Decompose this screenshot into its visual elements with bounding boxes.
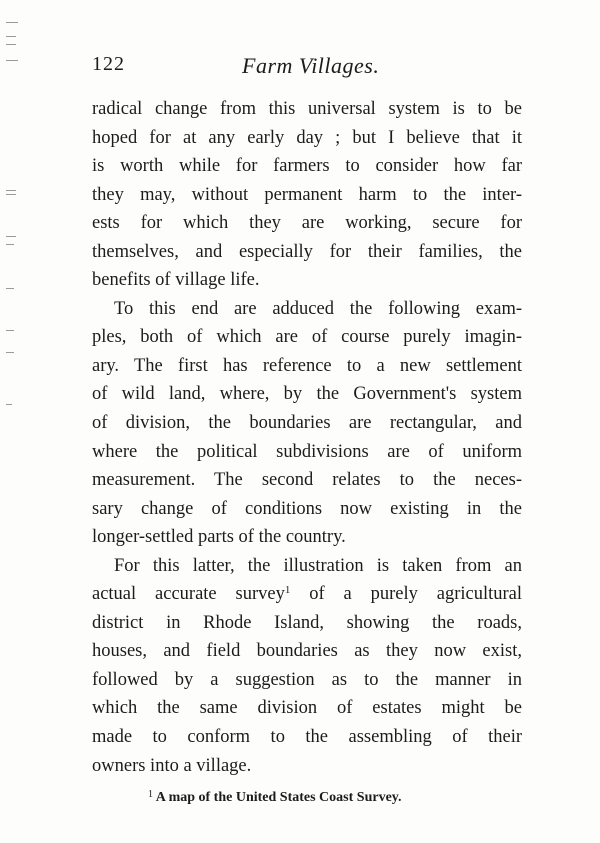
text-line: owners into a village. [92, 755, 252, 776]
text-line: of wild land, where, by the Government's system [92, 384, 522, 405]
paragraph-3 [92, 552, 522, 780]
text-line: longer-settled parts of the country. [92, 527, 346, 548]
text-line: made to conform to the assembling of their [92, 727, 522, 748]
paragraph-1 [92, 95, 522, 295]
text-fragment: of a purely agricultural [290, 584, 522, 605]
text-line: ests for which they are working, secure for [92, 213, 522, 234]
text-line: which the same division of estates might be [92, 698, 522, 719]
text-line: is worth while for farmers to consider how far [92, 156, 522, 177]
text-fragment: actual accurate survey [92, 584, 285, 605]
page-number: 122 [92, 53, 125, 75]
text-line: themselves, and especially for their families, the [92, 241, 522, 262]
text-line-with-footnote-ref [92, 580, 522, 609]
text-line: they may, without permanent harm to the inter- [92, 184, 522, 205]
text-line: district in Rhode Island, showing the roads, [92, 612, 522, 633]
text-line: houses, and field boundaries as they now exist, [92, 641, 522, 662]
footnote-marker: 1 [148, 789, 153, 800]
text-line: sary change of conditions now existing in the [92, 498, 522, 519]
scan-edge-marks [0, 0, 30, 843]
footnote [148, 790, 402, 806]
text-line: ples, both of which are of course purely imagin- [92, 327, 522, 348]
text-line: followed by a suggestion as to the manner in [92, 669, 522, 690]
page-header [92, 53, 522, 83]
footnote-ref: 1 [284, 584, 291, 597]
paragraph-2 [92, 295, 522, 552]
text-line: radical change from this universal system is to be [92, 99, 522, 119]
text-line: hoped for at any early day ; but I believe that it [92, 127, 522, 148]
text-line: For this latter, the illustration is taken from an [114, 555, 522, 576]
text-line: To this end are adduced the following exam- [114, 298, 522, 319]
text-line: where the political subdivisions are of uniform [92, 441, 522, 462]
text-line: ary. The first has reference to a new settlement [92, 355, 522, 376]
running-title: Farm Villages. [242, 53, 380, 78]
footnote-text: A map of the United States Coast Survey. [153, 790, 402, 805]
text-line: of division, the boundaries are rectangular, and [92, 413, 522, 434]
text-line: measurement. The second relates to the neces- [92, 470, 522, 491]
text-line: benefits of village life. [92, 270, 260, 291]
body-text [92, 95, 522, 780]
